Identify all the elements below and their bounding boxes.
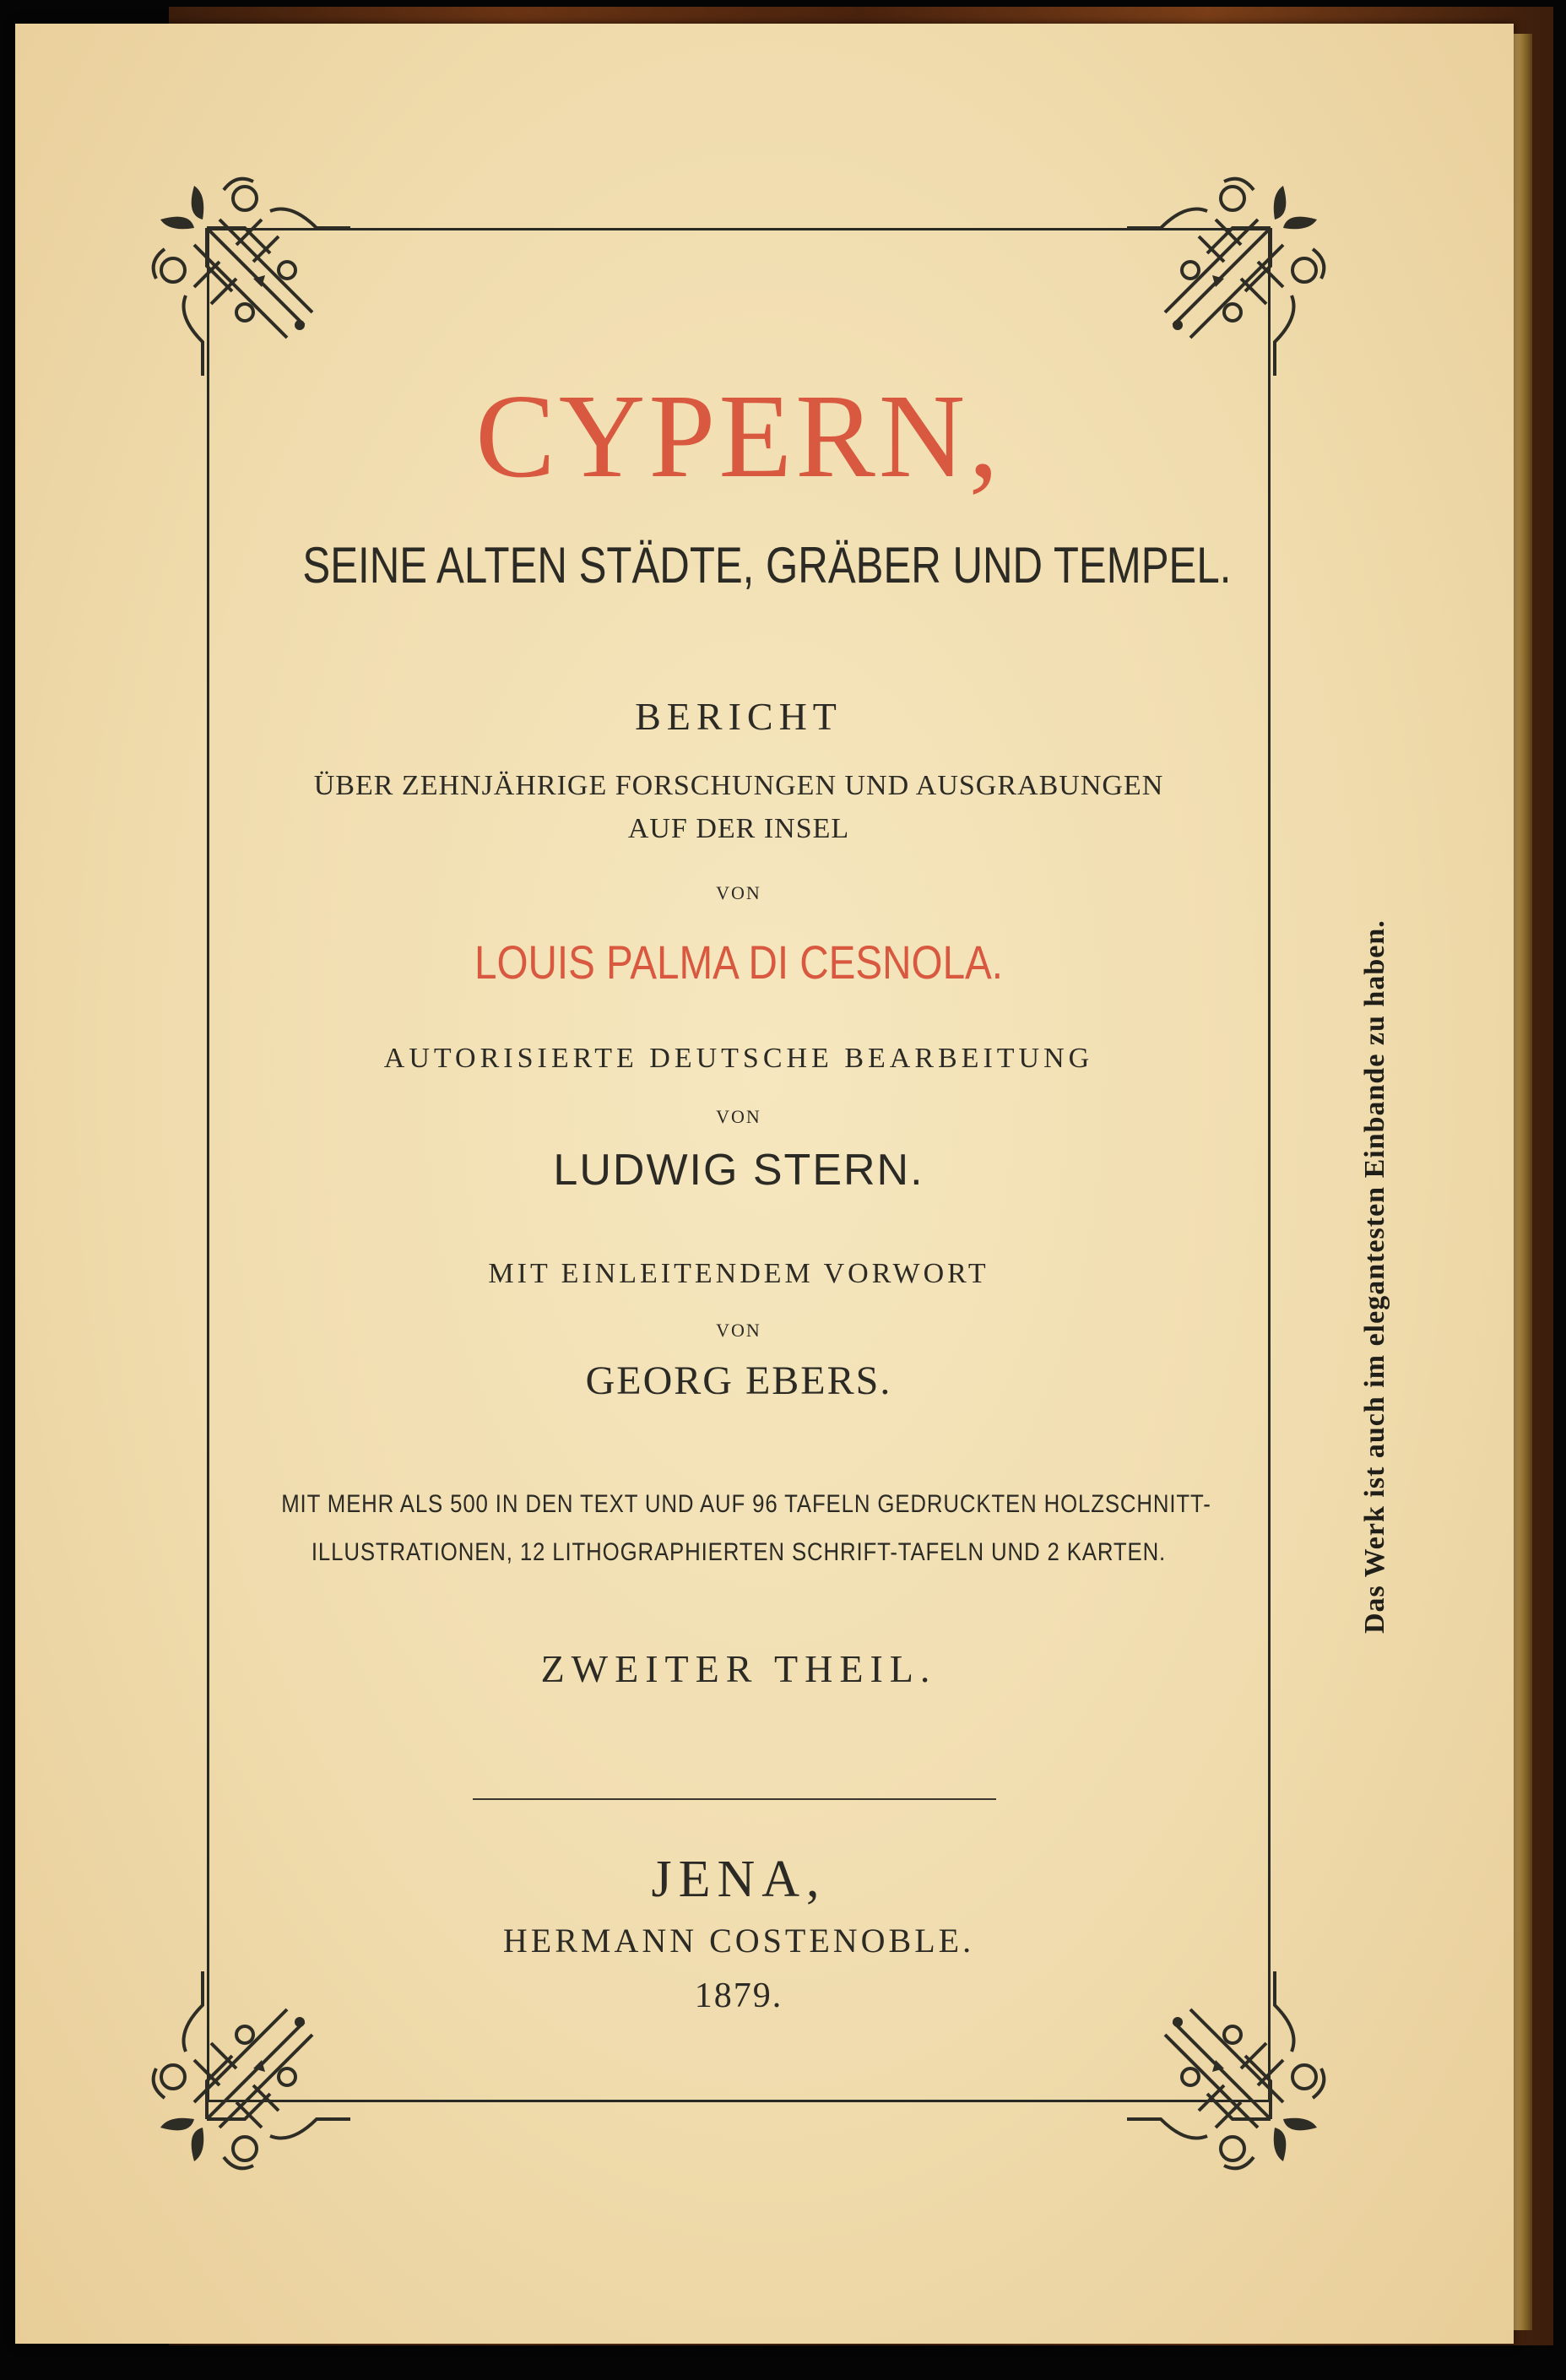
author-name: LOUIS PALMA DI CESNOLA. bbox=[474, 935, 1004, 989]
corner-ornament-icon bbox=[144, 169, 363, 388]
book-subtitle: SEINE ALTEN STÄDTE, GRÄBER UND TEMPEL. bbox=[302, 537, 1232, 594]
divider-rule bbox=[473, 1798, 996, 1800]
report-description-line-2: AUF DER INSEL bbox=[627, 813, 850, 844]
side-note-vertical: Das Werk ist auch im elegantesten Einbande zu haben. bbox=[1359, 919, 1390, 1634]
preface-label: MIT EINLEITENDEM VORWORT bbox=[488, 1258, 989, 1289]
translation-label: AUTORISIERTE DEUTSCHE BEARBEITUNG bbox=[383, 1043, 1094, 1074]
preface-writer-name: GEORG EBERS. bbox=[585, 1358, 892, 1403]
by-label: VON bbox=[716, 882, 761, 903]
by-label: VON bbox=[716, 1320, 761, 1341]
imprint-place: JENA, bbox=[651, 1851, 826, 1908]
volume-label: ZWEITER THEIL. bbox=[540, 1647, 937, 1690]
page-fore-edge bbox=[1514, 34, 1532, 2330]
report-heading: BERICHT bbox=[635, 695, 843, 738]
imprint-year: 1879. bbox=[694, 1976, 783, 2015]
book-title: CYPERN, bbox=[475, 369, 1002, 502]
illustrations-note-line-2: ILLUSTRATIONEN, 12 LITHOGRAPHIERTEN SCHRIFT-TAFELN UND 2 KARTEN. bbox=[311, 1538, 1167, 1566]
imprint-publisher: HERMANN COSTENOBLE. bbox=[502, 1922, 975, 1960]
translator-name: LUDWIG STERN. bbox=[553, 1146, 924, 1195]
illustrations-note-line-1: MIT MEHR ALS 500 IN DEN TEXT UND AUF 96 TAFELN GEDRUCKTEN HOLZSCHNITT- bbox=[281, 1490, 1211, 1518]
by-label: VON bbox=[716, 1106, 761, 1127]
corner-ornament-icon bbox=[1114, 169, 1334, 388]
report-description-line-1: ÜBER ZEHNJÄHRIGE FORSCHUNGEN UND AUSGRABUNGEN bbox=[313, 770, 1164, 801]
